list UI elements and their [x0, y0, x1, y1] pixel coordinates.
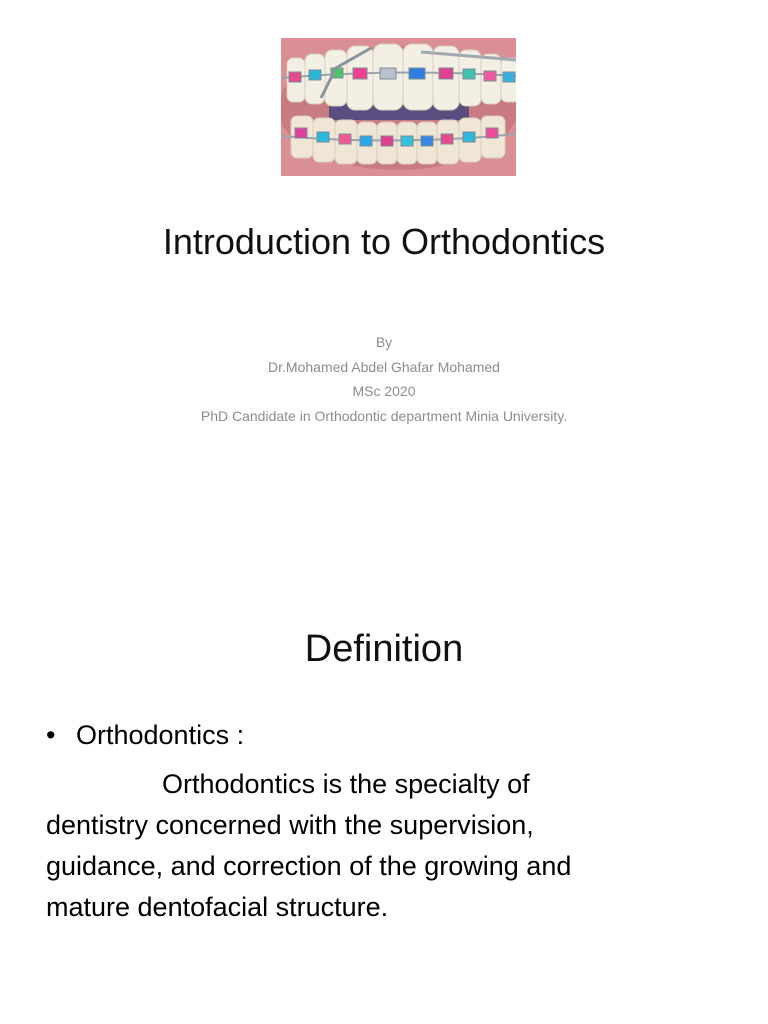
slide-definition [0, 512, 768, 1024]
byline-author: Dr.Mohamed Abdel Ghafar Mohamed [268, 358, 500, 375]
byline-affiliation: PhD Candidate in Orthodontic department Minia University. [200, 407, 568, 424]
definition-paragraph [46, 764, 726, 928]
byline-degree: MSc 2020 [352, 383, 416, 399]
byline-by: By [375, 334, 393, 350]
definition-heading: Definition [304, 628, 464, 670]
braces-photo [281, 38, 516, 176]
bullet-label: Orthodontics : [76, 720, 245, 750]
bullet-item [46, 715, 244, 755]
paragraph-line: dentistry concerned with the supervision, [46, 810, 534, 840]
presentation-title: Introduction to Orthodontics [162, 221, 606, 262]
paragraph-line: guidance, and correction of the growing and [46, 851, 572, 881]
bullet-dot: • [46, 720, 56, 750]
paragraph-line: Orthodontics is the specialty of [162, 769, 530, 799]
author-byline [0, 330, 768, 428]
paragraph-line: mature dentofacial structure. [46, 892, 389, 922]
